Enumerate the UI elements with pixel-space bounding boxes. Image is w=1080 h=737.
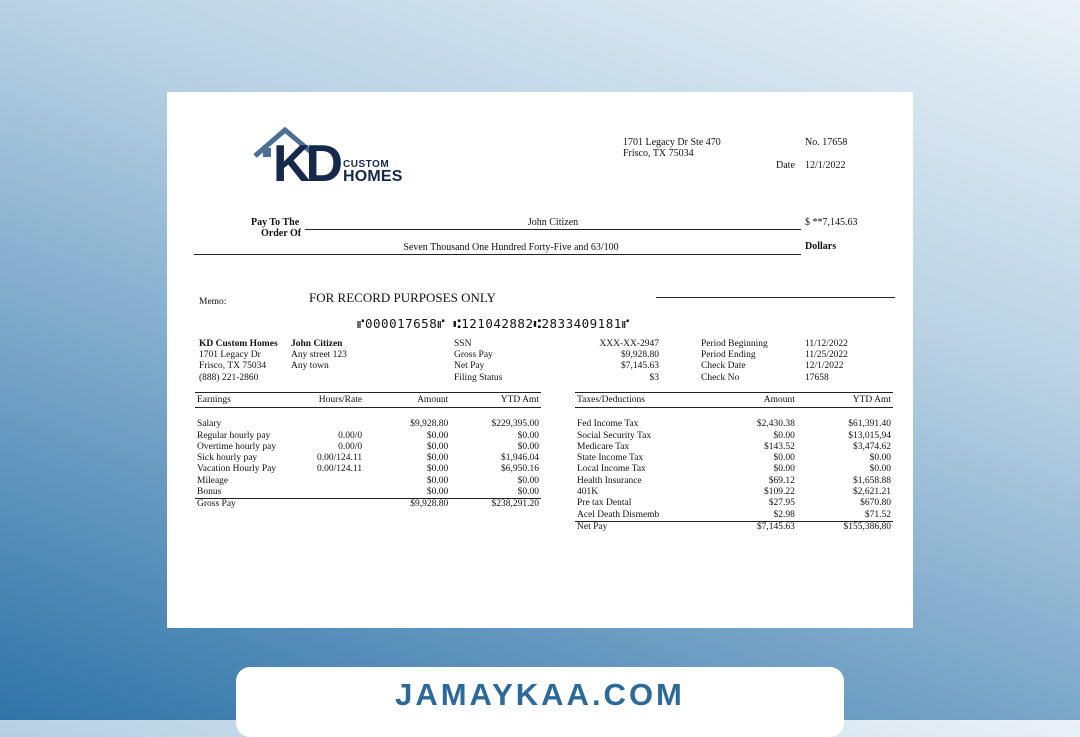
memo-label: Memo: [199, 297, 227, 307]
table-row: Vacation Hourly Pay 0.00/124.11 $0.00 $6,950.16 [197, 464, 539, 475]
table-row: Acel Death Dismemb $2.98 $71.52 [577, 509, 891, 520]
period-value: 11/12/2022 [805, 339, 848, 349]
employee-address-line1: Any street 123 [291, 350, 347, 361]
net-pay-row: Net Pay $7,145.63 $155,386,80 [577, 521, 891, 532]
table-row: Fed Income Tax $2,430.38 $61,391.40 [577, 419, 891, 430]
info-label: Filing Status [454, 372, 503, 383]
payee-line [305, 229, 801, 230]
table-row: State Income Tax $0.00 $0.00 [577, 453, 891, 464]
period-values [805, 339, 848, 384]
micr-line: ⑈000017658⑈ ⑆121042882⑆2833409181⑈ [357, 316, 630, 331]
table-row: Regular hourly pay 0.00/0 $0.00 $0.00 [197, 430, 539, 441]
period-value: 11/25/2022 [805, 350, 848, 361]
employer-address-line1: 1701 Legacy Dr [199, 350, 261, 361]
employee-block [291, 339, 347, 373]
column-header: Earnings [195, 393, 293, 408]
dollars-label: Dollars [805, 241, 837, 252]
period-label: Period Beginning [701, 339, 768, 349]
period-label: Check No [701, 372, 740, 383]
column-header: Amount [705, 393, 797, 408]
company-address-line1: 1701 Legacy Dr Ste 470 [623, 137, 721, 148]
info-value: $3 [649, 372, 659, 383]
check-amount: $ **7,145.63 [805, 217, 858, 228]
gross-pay-row: Gross Pay $9,928.80 $238,291.20 [197, 499, 539, 510]
period-value: 17658 [805, 372, 829, 383]
info-labels [454, 339, 502, 384]
info-values [579, 339, 659, 384]
info-value: XXX-XX-2947 [599, 339, 659, 349]
info-label: SSN [454, 339, 472, 349]
info-label: Net Pay [454, 361, 485, 372]
table-row: Social Security Tax $0.00 $13,015,94 [577, 430, 891, 441]
deductions-table [575, 392, 893, 533]
column-header: Hours/Rate [293, 393, 364, 408]
employer-phone: (888) 221-2860 [199, 372, 259, 383]
table-row: Health Insurance $69.12 $1,658.88 [577, 475, 891, 486]
employer-address-line2: Frisco, TX 75034 [199, 361, 267, 372]
logo-custom-text: CUSTOM [343, 159, 390, 170]
table-row: Sick hourly pay 0.00/124.11 $0.00 $1,946.04 [197, 453, 539, 464]
column-header: YTD Amt [797, 393, 893, 408]
table-row: Pre tax Dental $27.95 $670.80 [577, 498, 891, 509]
company-address-line2: Frisco, TX 75034 [623, 148, 694, 159]
date-label: Date [776, 160, 795, 171]
company-logo [251, 126, 411, 198]
amount-words-line [194, 254, 801, 255]
table-row: 401K $109.22 $2,621.21 [577, 487, 891, 498]
employer-name: KD Custom Homes [199, 339, 278, 349]
check-date: 12/1/2022 [805, 160, 846, 171]
logo-kd-text: KD [273, 135, 339, 193]
info-label: Gross Pay [454, 350, 493, 361]
memo-text: FOR RECORD PURPOSES ONLY [309, 290, 496, 305]
table-row: Mileage $0.00 $0.00 [197, 475, 539, 486]
site-banner [236, 667, 844, 737]
table-row: Salary $9,928.80 $229,395.00 [197, 419, 539, 430]
period-value: 12/1/2022 [805, 361, 844, 372]
column-header: Taxes/Deductions [575, 393, 705, 408]
period-label: Period Ending [701, 350, 756, 361]
payee-name: John Citizen [527, 217, 579, 228]
signature-line [656, 297, 895, 298]
logo-homes-text: HOMES [343, 168, 403, 185]
pay-to-label: Pay To The [251, 217, 300, 228]
period-label: Check Date [701, 361, 746, 372]
deductions-header-row [575, 393, 893, 408]
info-value: $7,145.63 [621, 361, 659, 372]
table-row: Bonus $0.00 $0.00 [197, 487, 539, 498]
table-row: Local Income Tax $0.00 $0.00 [577, 464, 891, 475]
employer-block [199, 339, 278, 384]
earnings-table [195, 392, 541, 511]
info-value: $9,928.80 [621, 350, 659, 361]
period-labels [701, 339, 768, 384]
site-banner-text: JAMAYKAA.COM [395, 677, 685, 712]
table-row: Medicare Tax $143.52 $3,474.62 [577, 441, 891, 452]
employee-address-line2: Any town [291, 361, 329, 372]
column-header: YTD Amt [450, 393, 541, 408]
employee-name: John Citizen [291, 339, 343, 349]
order-of-label: Order Of [261, 228, 302, 239]
earnings-header-row [195, 393, 541, 408]
amount-in-words: Seven Thousand One Hundred Forty-Five and 63/100 [403, 242, 619, 253]
pay-stub-document [167, 92, 913, 628]
column-header: Amount [364, 393, 450, 408]
table-row: Overtime hourly pay 0.00/0 $0.00 $0.00 [197, 441, 539, 452]
check-number: No. 17658 [805, 137, 848, 148]
